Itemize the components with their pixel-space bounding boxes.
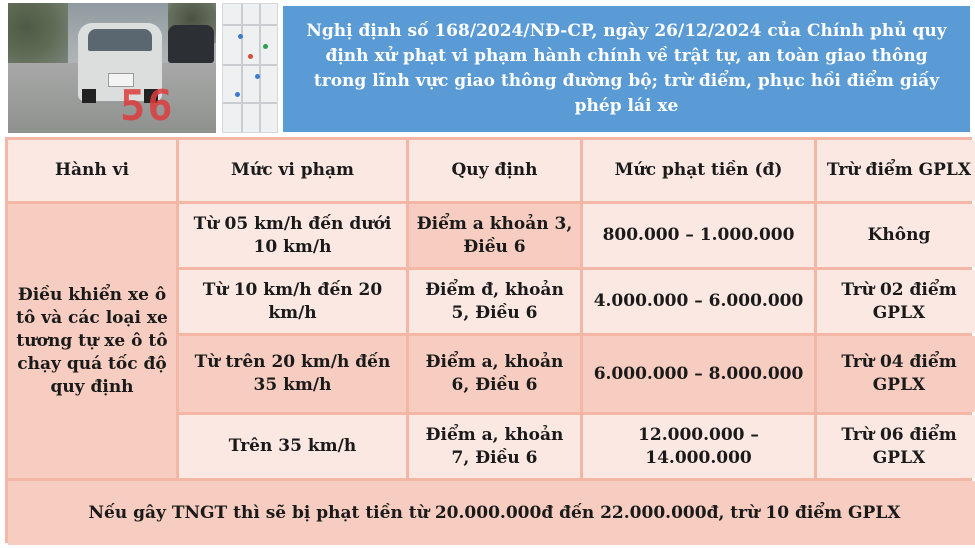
car-window	[88, 29, 152, 51]
tree-left	[8, 3, 68, 63]
map-thumbnail	[222, 3, 278, 133]
rule-cell: Điểm a khoản 3, Điều 6	[409, 204, 580, 267]
rule-cell: Điểm đ, khoản 5, Điều 6	[409, 270, 580, 333]
fine-cell: 800.000 – 1.000.000	[583, 204, 814, 267]
rule-cell: Điểm a, khoản 7, Điều 6	[409, 415, 580, 478]
column-header: Trừ điểm GPLX	[817, 140, 975, 201]
level-cell: Từ 05 km/h đến dưới 10 km/h	[179, 204, 406, 267]
column-header: Quy định	[409, 140, 580, 201]
column-header: Mức phạt tiền (đ)	[583, 140, 814, 201]
level-cell: Từ trên 20 km/h đến 35 km/h	[179, 336, 406, 412]
fine-cell: 12.000.000 – 14.000.000	[583, 415, 814, 478]
dark-car	[168, 25, 214, 63]
points-cell: Không	[817, 204, 975, 267]
level-cell: Trên 35 km/h	[179, 415, 406, 478]
points-cell: Trừ 02 điểm GPLX	[817, 270, 975, 333]
points-cell: Trừ 06 điểm GPLX	[817, 415, 975, 478]
column-header: Hành vi	[8, 140, 176, 201]
penalty-table	[5, 137, 972, 543]
behavior-cell: Điều khiển xe ô tô và các loại xe tương tự xe ô tô chạy quá tốc độ quy định	[8, 204, 176, 478]
column-header: Mức vi phạm	[179, 140, 406, 201]
fine-cell: 4.000.000 – 6.000.000	[583, 270, 814, 333]
points-cell: Trừ 04 điểm GPLX	[817, 336, 975, 412]
rule-cell: Điểm a, khoản 6, Điều 6	[409, 336, 580, 412]
decree-title: Nghị định số 168/2024/NĐ-CP, ngày 26/12/2024 của Chính phủ quy định xử phạt vi phạm hành chính về trật tự, an toàn giao thông trong lĩnh vực giao thông đường bộ; trừ điểm, phục hồi điểm giấy phép lái xe	[306, 21, 947, 116]
speed-camera-photo	[8, 3, 216, 133]
footer-note: Nếu gây TNGT thì sẽ bị phạt tiền từ 20.000.000đ đến 22.000.000đ, trừ 10 điểm GPLX	[8, 481, 975, 545]
fine-cell: 6.000.000 – 8.000.000	[583, 336, 814, 412]
car-wheel	[82, 89, 96, 103]
speed-readout: 56	[120, 81, 175, 130]
decree-header	[283, 6, 970, 132]
level-cell: Từ 10 km/h đến 20 km/h	[179, 270, 406, 333]
